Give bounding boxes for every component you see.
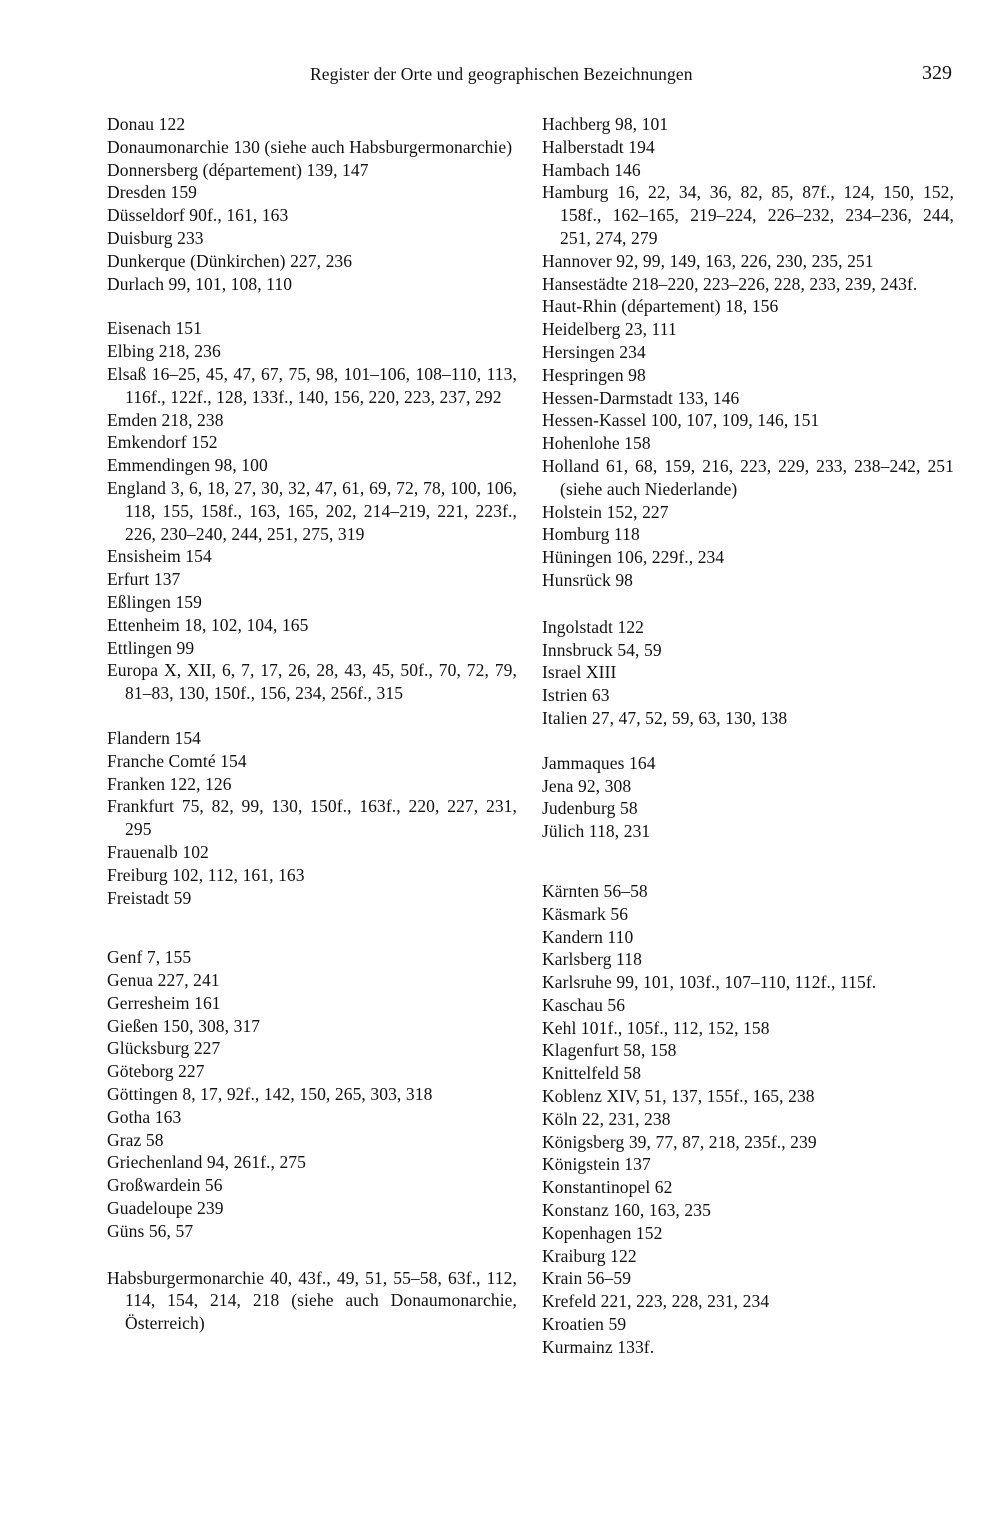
index-entry: Halberstadt 194 xyxy=(542,136,655,157)
index-entry: Habsburgermonarchie 40, 43f., 49, 51, 55–58, 63f., 112, 114, 154, 214, 218 (siehe auch Donaumonarchie, Österreich) xyxy=(107,1267,517,1334)
index-entry: Emden 218, 238 xyxy=(107,409,224,430)
index-entry: Kandern 110 xyxy=(542,926,634,947)
letter-gap xyxy=(107,909,517,946)
index-entry: Dresden 159 xyxy=(107,182,198,203)
index-entry: Käsmark 56 xyxy=(542,903,629,924)
index-entry: Hambach 146 xyxy=(542,159,641,180)
index-entry: Duisburg 233 xyxy=(107,227,204,248)
index-entry: Emkendorf 152 xyxy=(107,432,218,453)
index-entry: Konstantinopel 62 xyxy=(542,1177,673,1198)
index-entry: Frauenalb 102 xyxy=(107,841,209,862)
index-entry: Holland 61, 68, 159, 216, 223, 229, 233, 238–242, 251 (siehe auch Niederlande) xyxy=(542,455,954,499)
index-entry: Holstein 152, 227 xyxy=(542,501,669,522)
index-entry: Konstanz 160, 163, 235 xyxy=(542,1200,711,1221)
index-entry: Franken 122, 126 xyxy=(107,773,232,794)
index-entry: Gotha 163 xyxy=(107,1106,182,1127)
index-entry: Hachberg 98, 101 xyxy=(542,114,669,134)
index-entry: Kurmainz 133f. xyxy=(542,1336,655,1357)
index-entry: Hespringen 98 xyxy=(542,364,646,385)
index-entry: Glücksburg 227 xyxy=(107,1038,221,1059)
index-entry: Koblenz XIV, 51, 137, 155f., 165, 238 xyxy=(542,1086,815,1107)
index-entry: Europa X, XII, 6, 7, 17, 26, 28, 43, 45, 50f., 70, 72, 79, 81–83, 130, 150f., 156, 234, 256f., 315 xyxy=(107,660,517,704)
index-entry: Emmendingen 98, 100 xyxy=(107,455,268,476)
index-entry: Ettenheim 18, 102, 104, 165 xyxy=(107,614,309,635)
index-entry: Jammaques 164 xyxy=(542,752,656,773)
index-entry: Hersingen 234 xyxy=(542,341,646,362)
index-entry: Donnersberg (département) 139, 147 xyxy=(107,159,369,180)
index-entry: Genua 227, 241 xyxy=(107,970,220,991)
index-entry: Hohenlohe 158 xyxy=(542,433,651,454)
index-entry: Heidelberg 23, 111 xyxy=(542,319,677,340)
index-entry: Dunkerque (Dünkirchen) 227, 236 xyxy=(107,250,353,271)
page-number: 329 xyxy=(922,62,952,84)
letter-gap xyxy=(542,843,954,880)
index-entry: Düsseldorf 90f., 161, 163 xyxy=(107,205,289,226)
index-entry: Israel XIII xyxy=(542,662,617,683)
letter-gap xyxy=(107,705,517,727)
index-entry: Durlach 99, 101, 108, 110 xyxy=(107,273,293,294)
index-entry: Hansestädte 218–220, 223–226, 228, 233, 239, 243f. xyxy=(542,273,918,294)
index-entry: Elbing 218, 236 xyxy=(107,341,221,362)
index-entry: Gerresheim 161 xyxy=(107,992,221,1013)
index-entry: Elsaß 16–25, 45, 47, 67, 75, 98, 101–106, 108–110, 113, 116f., 122f., 128, 133f., 140, 156, 220, 223, 237, 292 xyxy=(107,363,517,407)
index-entry: Erfurt 137 xyxy=(107,569,181,590)
index-entry: Graz 58 xyxy=(107,1129,164,1150)
index-column-left xyxy=(107,113,517,1335)
index-entry: Franche Comté 154 xyxy=(107,750,247,771)
letter-gap xyxy=(107,295,517,317)
index-entry: Hunsrück 98 xyxy=(542,569,634,590)
index-entry: England 3, 6, 18, 27, 30, 32, 47, 61, 69, 72, 78, 100, 106, 118, 155, 158f., 163, 165, 202, 214–219, 221, 223f., 226, 230–240, 244, 251, 275, 319 xyxy=(107,477,517,544)
index-entry: Frankfurt 75, 82, 99, 130, 150f., 163f., 220, 227, 231, 295 xyxy=(107,796,517,840)
index-entry: Innsbruck 54, 59 xyxy=(542,639,662,660)
index-entry: Haut-Rhin (département) 18, 156 xyxy=(542,296,779,317)
index-entry: Kopenhagen 152 xyxy=(542,1222,663,1243)
index-entry: Güns 56, 57 xyxy=(107,1220,194,1241)
index-entry: Hüningen 106, 229f., 234 xyxy=(542,547,725,568)
index-entry: Flandern 154 xyxy=(107,727,202,748)
index-entry: Ensisheim 154 xyxy=(107,546,212,567)
index-entry: Hessen-Darmstadt 133, 146 xyxy=(542,387,740,408)
index-entry: Kraiburg 122 xyxy=(542,1245,637,1266)
letter-gap xyxy=(107,1243,517,1267)
index-entry: Eßlingen 159 xyxy=(107,591,203,612)
index-entry: Italien 27, 47, 52, 59, 63, 130, 138 xyxy=(542,707,788,728)
index-entry: Homburg 118 xyxy=(542,524,640,545)
index-entry: Großwardein 56 xyxy=(107,1175,223,1196)
index-entry: Klagenfurt 58, 158 xyxy=(542,1040,677,1061)
letter-gap xyxy=(542,730,954,752)
index-entry: Hamburg 16, 22, 34, 36, 82, 85, 87f., 124, 150, 152, 158f., 162–165, 219–224, 226–232, 234–236, 244, 251, 274, 279 xyxy=(542,182,954,248)
index-entry: Freiburg 102, 112, 161, 163 xyxy=(107,864,305,885)
index-entry: Karlsberg 118 xyxy=(542,949,642,970)
index-entry: Karlsruhe 99, 101, 103f., 107–110, 112f., 115f. xyxy=(542,972,877,993)
index-entry: Krain 56–59 xyxy=(542,1268,632,1289)
index-entry: Jena 92, 308 xyxy=(542,775,632,796)
index-entry: Köln 22, 231, 238 xyxy=(542,1108,671,1129)
index-entry: Kärnten 56–58 xyxy=(542,880,648,901)
letter-gap xyxy=(542,592,954,616)
index-entry: Kroatien 59 xyxy=(542,1314,627,1335)
index-entry: Kaschau 56 xyxy=(542,994,626,1015)
index-entry: Hessen-Kassel 100, 107, 109, 146, 151 xyxy=(542,410,820,431)
index-entry: Hannover 92, 99, 149, 163, 226, 230, 235, 251 xyxy=(542,250,874,271)
index-entry: Gießen 150, 308, 317 xyxy=(107,1015,261,1036)
index-entry: Knittelfeld 58 xyxy=(542,1063,642,1084)
index-entry: Jülich 118, 231 xyxy=(542,821,651,842)
index-entry: Kehl 101f., 105f., 112, 152, 158 xyxy=(542,1017,770,1038)
index-entry: Judenburg 58 xyxy=(542,798,638,819)
index-entry: Ettlingen 99 xyxy=(107,637,195,658)
index-entry: Göteborg 227 xyxy=(107,1061,205,1082)
index-entry: Eisenach 151 xyxy=(107,318,202,339)
index-entry: Königsberg 39, 77, 87, 218, 235f., 239 xyxy=(542,1131,817,1152)
index-column-right xyxy=(542,113,954,1359)
index-entry: Istrien 63 xyxy=(542,685,610,706)
index-entry: Göttingen 8, 17, 92f., 142, 150, 265, 303, 318 xyxy=(107,1084,433,1105)
running-head: Register der Orte und geographischen Bezeichnungen xyxy=(310,64,693,84)
index-entry: Königstein 137 xyxy=(542,1154,651,1175)
index-entry: Donau 122 xyxy=(107,114,186,134)
index-entry: Donaumonarchie 130 (siehe auch Habsburgermonarchie) xyxy=(107,136,513,157)
index-entry: Ingolstadt 122 xyxy=(542,616,645,637)
index-entry: Krefeld 221, 223, 228, 231, 234 xyxy=(542,1291,770,1312)
index-entry: Griechenland 94, 261f., 275 xyxy=(107,1152,307,1173)
index-entry: Freistadt 59 xyxy=(107,887,192,908)
index-entry: Guadeloupe 239 xyxy=(107,1198,224,1219)
index-entry: Genf 7, 155 xyxy=(107,947,192,968)
